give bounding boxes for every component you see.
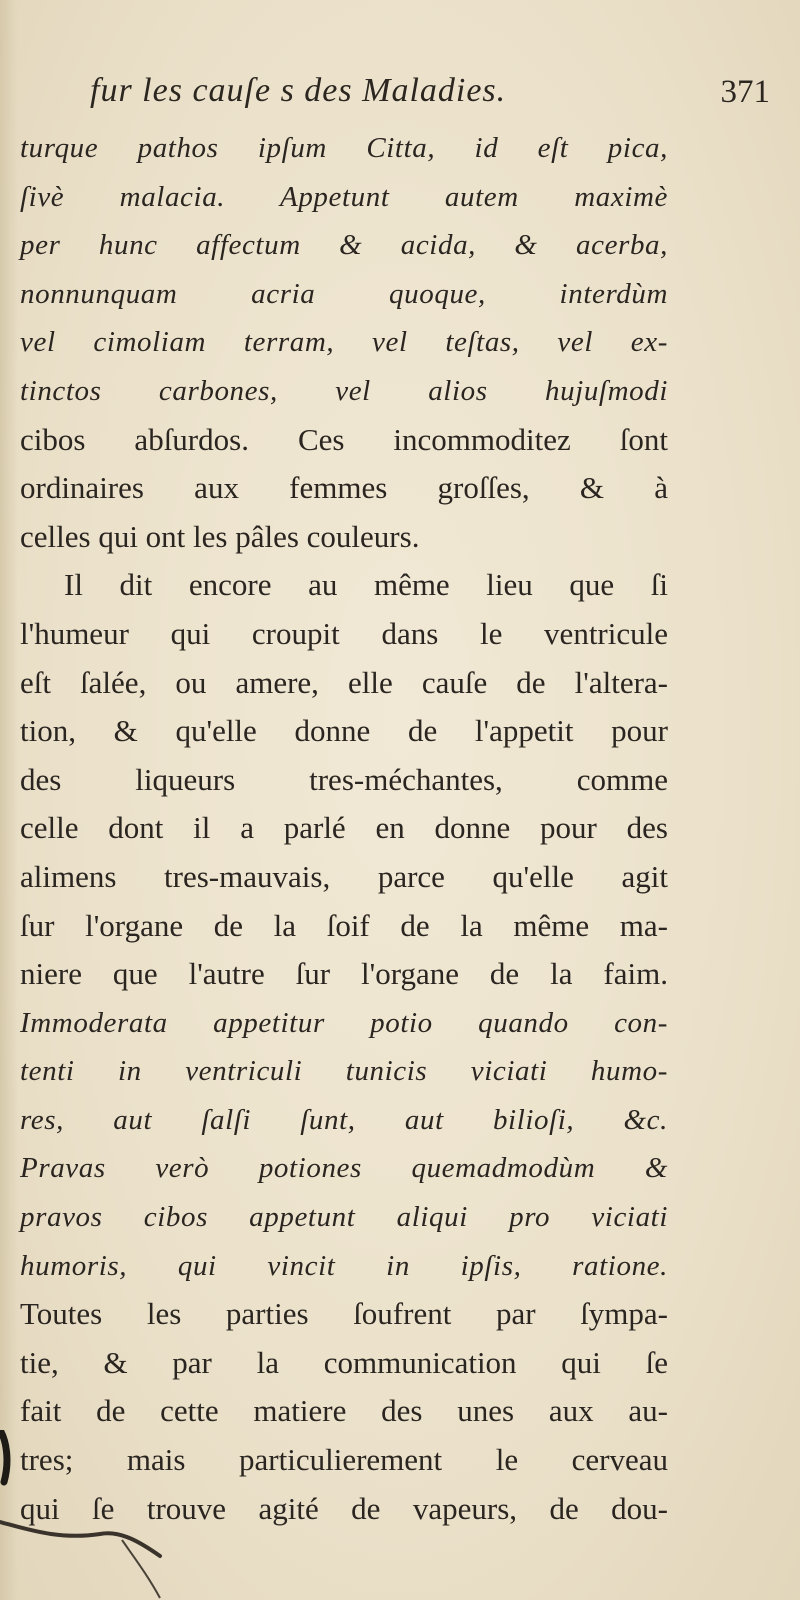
text-line: Il dit encore au même lieu que ſi — [64, 567, 668, 603]
text-line: celles qui ont les pâles couleurs. — [20, 518, 420, 554]
text-line: des liqueurs tres-méchantes, comme — [20, 761, 668, 797]
text-line: tinctos carbones, vel alios hujuſmodi — [20, 374, 668, 407]
text-line: fait de cette matiere des unes aux au- — [20, 1393, 668, 1429]
text-line: tres; mais particulierement le cerveau — [20, 1442, 668, 1478]
text-line: vel cimoliam terram, vel teſtas, vel ex- — [20, 326, 668, 359]
text-line: celle dont il a parlé en donne pour des — [20, 810, 668, 846]
text-line: alimens tres-mauvais, parce qu'elle agit — [20, 858, 668, 894]
text-line: cibos abſurdos. Ces incommoditez ſont — [20, 421, 668, 457]
text-line: Pravas verò potiones quemadmodùm & — [20, 1152, 668, 1185]
text-line: turque pathos ipſum Citta, id eſt pica, — [20, 132, 668, 164]
text-line: qui ſe trouve agité de vapeurs, de dou- — [20, 1490, 668, 1526]
text-line: Toutes les parties ſoufrent par ſympa- — [20, 1296, 668, 1332]
running-title: fur les cauſe s des Maladies. — [90, 72, 507, 109]
text-line: nonnunquam acria quoque, interdùm — [20, 277, 668, 310]
text-line: tenti in ventriculi tunicis viciati humo- — [20, 1055, 668, 1088]
running-head — [90, 72, 770, 116]
page-number: 371 — [720, 74, 770, 110]
text-line: eſt ſalée, ou amere, elle cauſe de l'altera- — [20, 664, 668, 700]
text-line: niere que l'autre ſur l'organe de la faim. — [20, 956, 668, 992]
text-line: tie, & par la communication qui ſe — [20, 1344, 668, 1380]
text-line: per hunc affectum & acida, & acerba, — [20, 229, 668, 262]
text-line: ordinaires aux femmes groſſes, & à — [20, 470, 668, 506]
text-line: humoris, qui vincit in ipſis, ratione. — [20, 1249, 668, 1282]
page-edge-stain — [0, 1430, 200, 1600]
text-line: l'humeur qui croupit dans le ventricule — [20, 615, 668, 651]
text-line: pravos cibos appetunt aliqui pro viciati — [20, 1201, 668, 1234]
text-line: ſivè malacia. Appetunt autem maximè — [20, 180, 668, 213]
text-line: Immoderata appetitur potio quando con- — [20, 1006, 668, 1039]
text-line: res, aut ſalſi ſunt, aut bilioſi, &c. — [20, 1103, 668, 1136]
text-line: ſur l'organe de la ſoif de la même ma- — [20, 907, 668, 943]
text-line: tion, & qu'elle donne de l'appetit pour — [20, 713, 668, 749]
body-text — [20, 124, 668, 1533]
